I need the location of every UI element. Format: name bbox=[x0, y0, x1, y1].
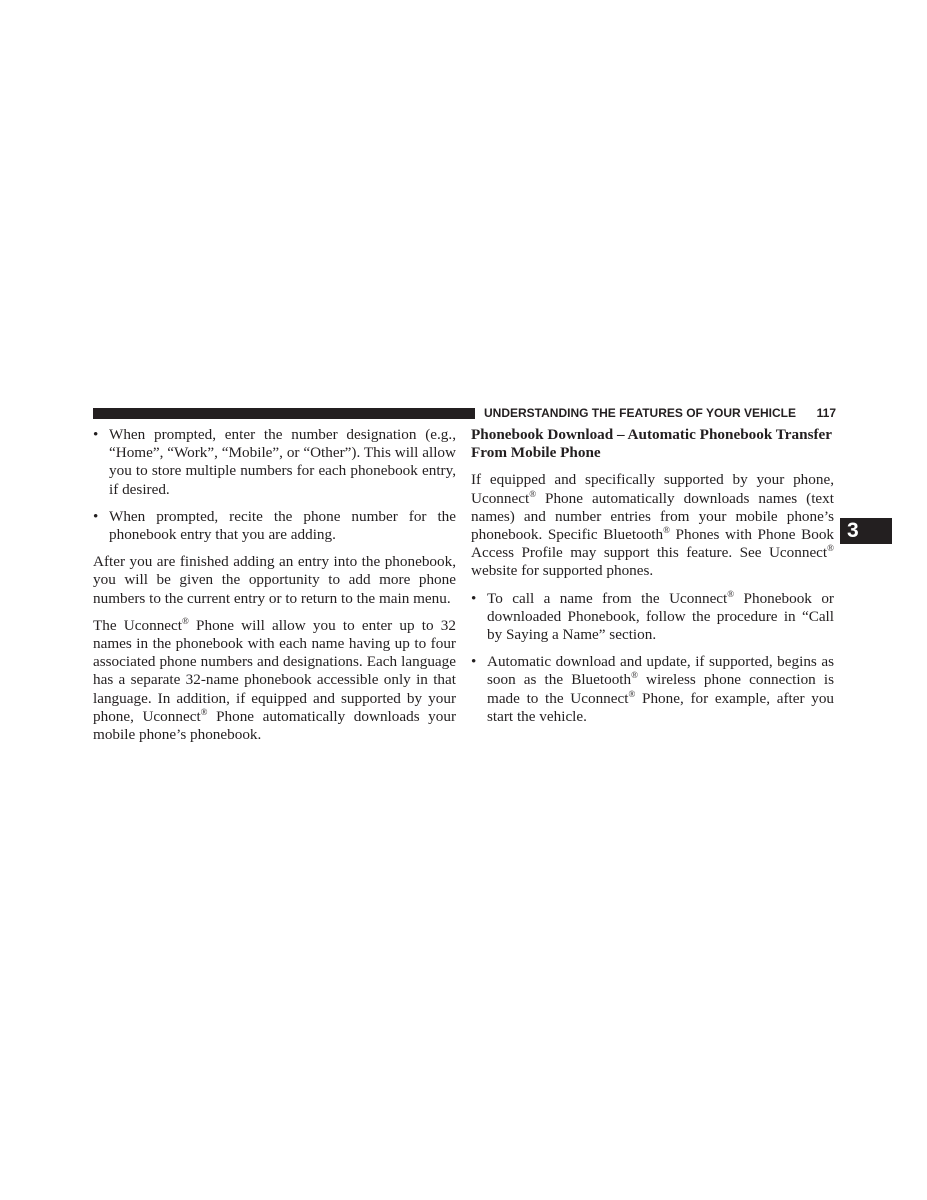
paragraph: If equipped and specifically supported by your phone, Uconnect® Phone automatically downloads names (text names) and number entries from your mobile phone’s phonebook. Specific Bluetooth® Phones with Phone Book Access Profile may support this feature. See Uconnect® website for supported phones. bbox=[471, 471, 835, 580]
bullet-icon: • bbox=[93, 426, 99, 443]
left-column bbox=[93, 426, 456, 753]
chapter-number: 3 bbox=[847, 519, 859, 542]
list-item bbox=[471, 590, 834, 645]
header-rule bbox=[93, 408, 475, 419]
list-item bbox=[471, 653, 834, 726]
running-header bbox=[484, 405, 836, 421]
list-item bbox=[93, 508, 456, 544]
bullet-icon: • bbox=[93, 507, 99, 525]
page-number: 117 bbox=[816, 406, 836, 420]
list-item-text: When prompted, enter the number designation (e.g., “Home”, “Work”, “Mobile”, or “Other”). This will allow you to store multiple numbers for each phonebook entry, if desired. bbox=[109, 426, 456, 498]
right-column bbox=[471, 426, 834, 735]
bullet-icon: • bbox=[471, 589, 477, 607]
list-item-text: Automatic download and update, if supported, begins as soon as the Bluetooth® wireless phone connection is made to the Uconnect® Phone, for example, after you start the vehicle. bbox=[487, 653, 835, 725]
list-item bbox=[93, 426, 456, 499]
section-title: UNDERSTANDING THE FEATURES OF YOUR VEHICLE bbox=[484, 406, 797, 420]
paragraph: The Uconnect® Phone will allow you to enter up to 32 names in the phonebook with each name having up to four associated phone numbers and designations. Each language has a separate 32-name phonebook accessible only in that language. In addition, if equipped and supported by your phone, Uconnect® Phone automatically downloads your mobile phone’s phonebook. bbox=[93, 615, 456, 744]
chapter-tab bbox=[840, 518, 892, 544]
paragraph: After you are finished adding an entry into the phonebook, you will be given the opportunity to add more phone numbers to the current entry or to return to the main menu. bbox=[93, 553, 456, 607]
list-item-text: When prompted, recite the phone number for the phonebook entry that you are adding. bbox=[109, 507, 456, 544]
section-heading: Phonebook Download – Automatic Phonebook Transfer From Mobile Phone bbox=[471, 426, 832, 462]
bullet-icon: • bbox=[471, 653, 477, 671]
list-item-text: To call a name from the Uconnect® Phonebook or downloaded Phonebook, follow the procedure in “Call by Saying a Name” section. bbox=[487, 588, 834, 644]
